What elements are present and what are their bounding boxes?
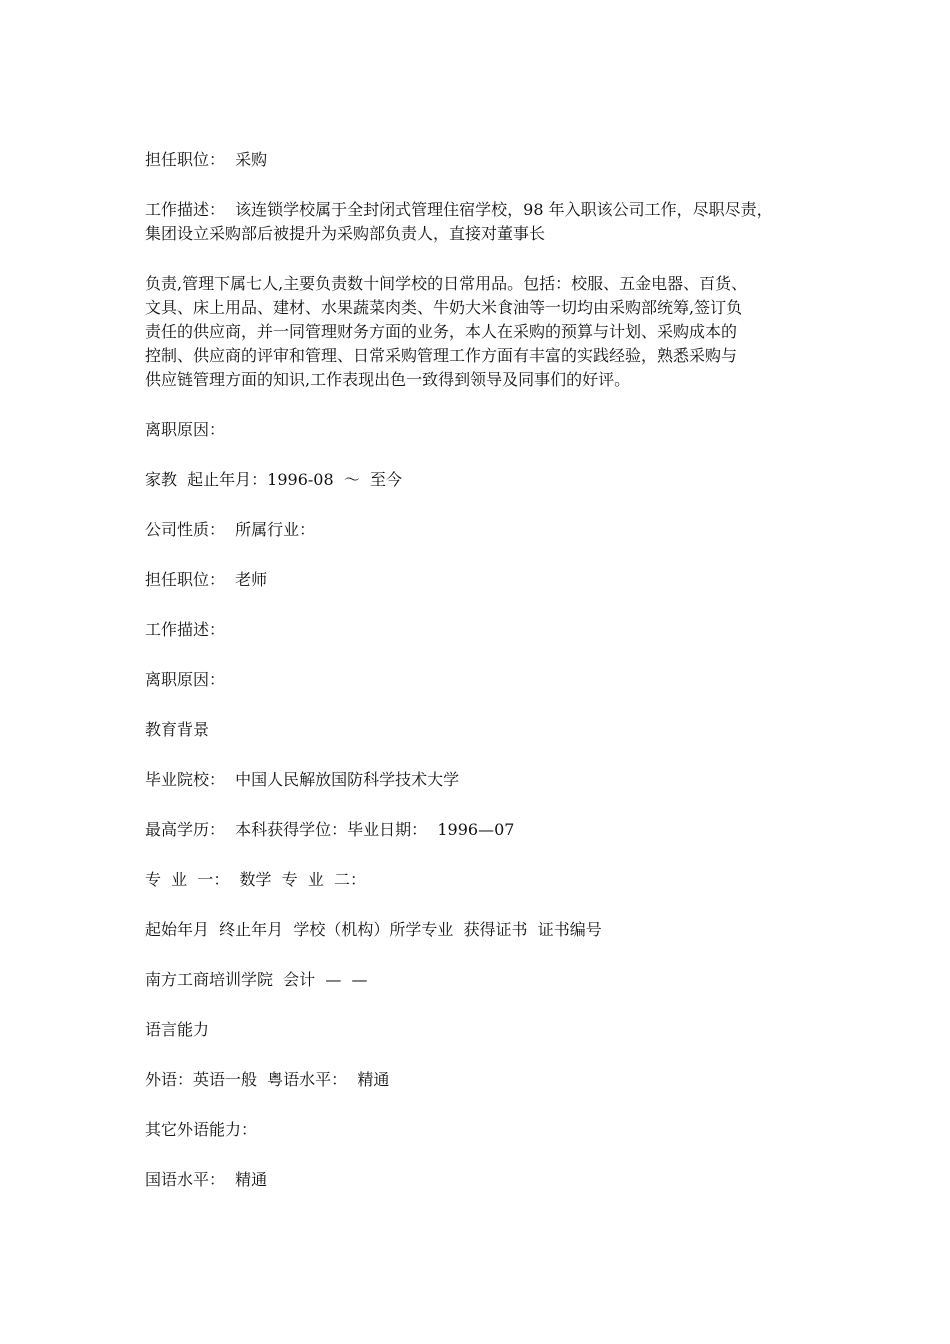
text-line: 负责,管理下属七人,主要负责数十间学校的日常用品。包括：校服、五金电器、百货、	[145, 274, 748, 293]
text-line: 供应链管理方面的知识,工作表现出色一致得到领导及同事们的好评。	[145, 370, 631, 389]
text-line: 国语水平： 精通	[145, 1170, 268, 1189]
text-line: 其它外语能力：	[145, 1120, 258, 1139]
text-line: 语言能力	[145, 1020, 210, 1039]
position-purchasing	[145, 148, 825, 172]
text-line: 公司性质： 所属行业：	[145, 520, 316, 539]
position-teacher	[145, 568, 825, 592]
text-line: 控制、供应商的评审和管理、日常采购管理工作方面有丰富的实践经验，熟悉采购与	[145, 346, 738, 365]
text-line: 工作描述： 该连锁学校属于全封闭式管理住宿学校，98 年入职该公司工作，尽职尽责，	[145, 200, 773, 219]
company-nature	[145, 518, 825, 542]
text-line: 外语：英语一般 粤语水平： 精通	[145, 1070, 390, 1089]
job-description-details	[145, 272, 825, 392]
resume-document	[145, 148, 825, 1218]
text-line: 集团设立采购部后被提升为采购部负责人，直接对董事长	[145, 224, 546, 243]
tutor-period	[145, 468, 825, 492]
text-line: 最高学历： 本科获得学位：毕业日期： 1996—07	[145, 820, 515, 839]
leaving-reason-1	[145, 418, 825, 442]
text-line: 工作描述：	[145, 620, 226, 639]
job-description-intro	[145, 198, 825, 246]
highest-education	[145, 818, 825, 842]
text-line: 责任的供应商，并一同管理财务方面的业务，本人在采购的预算与计划、采购成本的	[145, 322, 738, 341]
text-line: 专 业 一： 数学 专 业 二：	[145, 870, 367, 889]
text-line: 起始年月 终止年月 学校（机构）所学专业 获得证书 证书编号	[145, 920, 602, 939]
text-line: 离职原因：	[145, 420, 226, 439]
graduated-school	[145, 768, 825, 792]
text-line: 教育背景	[145, 720, 210, 739]
text-line: 担任职位： 老师	[145, 570, 268, 589]
majors	[145, 868, 825, 892]
job-description-2	[145, 618, 825, 642]
training-table-header	[145, 918, 825, 942]
section-education-heading	[145, 718, 825, 742]
text-line: 担任职位： 采购	[145, 150, 268, 169]
training-table-row	[145, 968, 825, 992]
leaving-reason-2	[145, 668, 825, 692]
text-line: 家教 起止年月：1996-08 ～ 至今	[145, 470, 403, 489]
text-line: 毕业院校： 中国人民解放国防科学技术大学	[145, 770, 460, 789]
text-line: 离职原因：	[145, 670, 226, 689]
other-language	[145, 1118, 825, 1142]
mandarin-level	[145, 1168, 825, 1192]
section-language-heading	[145, 1018, 825, 1042]
text-line: 南方工商培训学院 会计 — —	[145, 970, 368, 989]
text-line: 文具、床上用品、建材、水果蔬菜肉类、牛奶大米食油等一切均由采购部统筹,签订负	[145, 298, 743, 317]
foreign-language	[145, 1068, 825, 1092]
